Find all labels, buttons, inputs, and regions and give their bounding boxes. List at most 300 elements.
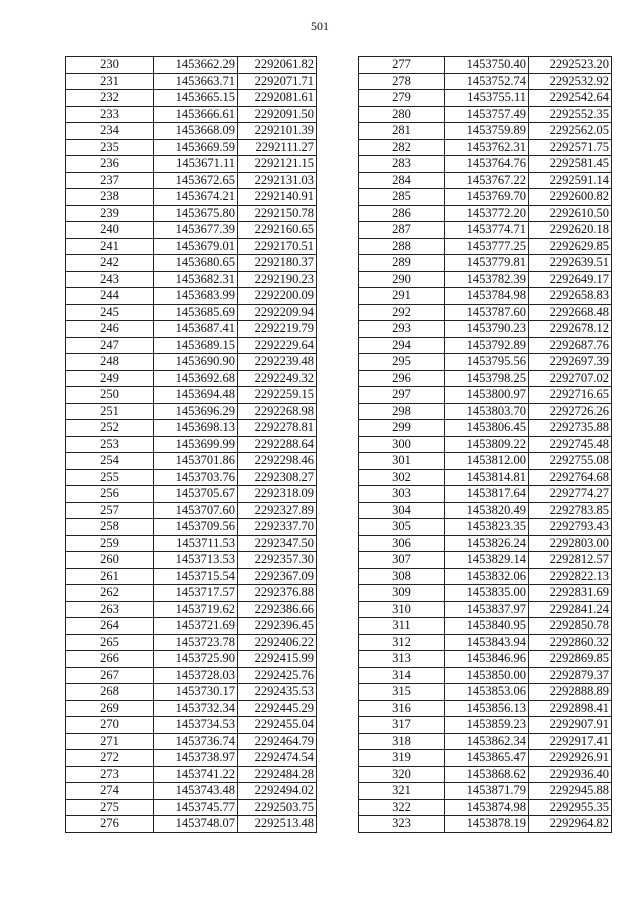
x-coordinate-cell: 1453734.53 <box>154 717 238 734</box>
table-row <box>66 387 317 404</box>
x-coordinate-cell: 1453728.03 <box>154 667 238 684</box>
table-row <box>359 238 612 255</box>
x-coordinate-cell: 1453759.89 <box>445 123 529 140</box>
x-coordinate-cell: 1453713.53 <box>154 552 238 569</box>
table-row <box>359 354 612 371</box>
table-row <box>359 750 612 767</box>
table-row <box>66 717 317 734</box>
y-coordinate-cell: 2292869.85 <box>529 651 612 668</box>
x-coordinate-cell: 1453752.74 <box>445 73 529 90</box>
table-row <box>359 304 612 321</box>
table-row <box>66 519 317 536</box>
x-coordinate-cell: 1453675.80 <box>154 205 238 222</box>
x-coordinate-cell: 1453843.94 <box>445 634 529 651</box>
y-coordinate-cell: 2292600.82 <box>529 189 612 206</box>
point-number-cell: 283 <box>359 156 445 173</box>
point-number-cell: 248 <box>66 354 154 371</box>
point-number-cell: 242 <box>66 255 154 272</box>
point-number-cell: 313 <box>359 651 445 668</box>
table-row <box>66 535 317 552</box>
y-coordinate-cell: 2292140.91 <box>238 189 317 206</box>
x-coordinate-cell: 1453665.15 <box>154 90 238 107</box>
y-coordinate-cell: 2292591.14 <box>529 172 612 189</box>
x-coordinate-cell: 1453767.22 <box>445 172 529 189</box>
table-row <box>359 271 612 288</box>
y-coordinate-cell: 2292308.27 <box>238 469 317 486</box>
table-row <box>359 733 612 750</box>
y-coordinate-cell: 2292926.91 <box>529 750 612 767</box>
y-coordinate-cell: 2292793.43 <box>529 519 612 536</box>
table-row <box>359 783 612 800</box>
point-number-cell: 241 <box>66 238 154 255</box>
y-coordinate-cell: 2292259.15 <box>238 387 317 404</box>
x-coordinate-cell: 1453687.41 <box>154 321 238 338</box>
x-coordinate-cell: 1453738.97 <box>154 750 238 767</box>
y-coordinate-cell: 2292783.85 <box>529 502 612 519</box>
y-coordinate-cell: 2292907.91 <box>529 717 612 734</box>
table-row <box>66 453 317 470</box>
x-coordinate-cell: 1453859.23 <box>445 717 529 734</box>
table-row <box>66 783 317 800</box>
x-coordinate-cell: 1453703.76 <box>154 469 238 486</box>
y-coordinate-cell: 2292945.88 <box>529 783 612 800</box>
point-number-cell: 264 <box>66 618 154 635</box>
point-number-cell: 237 <box>66 172 154 189</box>
y-coordinate-cell: 2292278.81 <box>238 420 317 437</box>
x-coordinate-cell: 1453725.90 <box>154 651 238 668</box>
table-row <box>66 354 317 371</box>
table-row <box>66 618 317 635</box>
y-coordinate-cell: 2292879.37 <box>529 667 612 684</box>
point-number-cell: 230 <box>66 57 154 74</box>
table-row <box>359 634 612 651</box>
table-row <box>66 486 317 503</box>
y-coordinate-cell: 2292831.69 <box>529 585 612 602</box>
table-row <box>66 750 317 767</box>
y-coordinate-cell: 2292484.28 <box>238 766 317 783</box>
y-coordinate-cell: 2292620.18 <box>529 222 612 239</box>
y-coordinate-cell: 2292735.88 <box>529 420 612 437</box>
x-coordinate-cell: 1453683.99 <box>154 288 238 305</box>
y-coordinate-cell: 2292658.83 <box>529 288 612 305</box>
x-coordinate-cell: 1453705.67 <box>154 486 238 503</box>
point-number-cell: 273 <box>66 766 154 783</box>
x-coordinate-cell: 1453812.00 <box>445 453 529 470</box>
x-coordinate-cell: 1453757.49 <box>445 106 529 123</box>
point-number-cell: 320 <box>359 766 445 783</box>
page-number: 501 <box>311 19 329 33</box>
x-coordinate-cell: 1453730.17 <box>154 684 238 701</box>
y-coordinate-cell: 2292170.51 <box>238 238 317 255</box>
x-coordinate-cell: 1453868.62 <box>445 766 529 783</box>
x-coordinate-cell: 1453671.11 <box>154 156 238 173</box>
point-number-cell: 312 <box>359 634 445 651</box>
point-number-cell: 297 <box>359 387 445 404</box>
point-number-cell: 288 <box>359 238 445 255</box>
y-coordinate-cell: 2292822.13 <box>529 568 612 585</box>
x-coordinate-cell: 1453668.09 <box>154 123 238 140</box>
table-row <box>66 552 317 569</box>
table-row <box>359 568 612 585</box>
x-coordinate-cell: 1453769.70 <box>445 189 529 206</box>
point-number-cell: 291 <box>359 288 445 305</box>
x-coordinate-cell: 1453745.77 <box>154 799 238 816</box>
point-number-cell: 244 <box>66 288 154 305</box>
x-coordinate-cell: 1453707.60 <box>154 502 238 519</box>
point-number-cell: 239 <box>66 205 154 222</box>
point-number-cell: 308 <box>359 568 445 585</box>
y-coordinate-cell: 2292209.94 <box>238 304 317 321</box>
y-coordinate-cell: 2292716.65 <box>529 387 612 404</box>
x-coordinate-cell: 1453800.97 <box>445 387 529 404</box>
point-number-cell: 299 <box>359 420 445 437</box>
table-row <box>359 519 612 536</box>
y-coordinate-cell: 2292649.17 <box>529 271 612 288</box>
y-coordinate-cell: 2292562.05 <box>529 123 612 140</box>
point-number-cell: 256 <box>66 486 154 503</box>
x-coordinate-cell: 1453787.60 <box>445 304 529 321</box>
x-coordinate-cell: 1453699.99 <box>154 436 238 453</box>
y-coordinate-cell: 2292629.85 <box>529 238 612 255</box>
y-coordinate-cell: 2292268.98 <box>238 403 317 420</box>
x-coordinate-cell: 1453685.69 <box>154 304 238 321</box>
table-row <box>66 684 317 701</box>
point-number-cell: 232 <box>66 90 154 107</box>
table-row <box>359 370 612 387</box>
table-row <box>66 255 317 272</box>
y-coordinate-cell: 2292239.48 <box>238 354 317 371</box>
point-number-cell: 322 <box>359 799 445 816</box>
table-row <box>66 601 317 618</box>
y-coordinate-cell: 2292200.09 <box>238 288 317 305</box>
x-coordinate-cell: 1453803.70 <box>445 403 529 420</box>
table-row <box>359 337 612 354</box>
x-coordinate-cell: 1453764.76 <box>445 156 529 173</box>
point-number-cell: 250 <box>66 387 154 404</box>
x-coordinate-cell: 1453784.98 <box>445 288 529 305</box>
point-number-cell: 282 <box>359 139 445 156</box>
y-coordinate-cell: 2292860.32 <box>529 634 612 651</box>
table-row <box>66 667 317 684</box>
point-number-cell: 310 <box>359 601 445 618</box>
table-row <box>359 766 612 783</box>
point-number-cell: 251 <box>66 403 154 420</box>
point-number-cell: 263 <box>66 601 154 618</box>
y-coordinate-cell: 2292464.79 <box>238 733 317 750</box>
point-number-cell: 252 <box>66 420 154 437</box>
y-coordinate-cell: 2292357.30 <box>238 552 317 569</box>
point-number-cell: 314 <box>359 667 445 684</box>
table-row <box>359 387 612 404</box>
x-coordinate-cell: 1453856.13 <box>445 700 529 717</box>
y-coordinate-cell: 2292726.26 <box>529 403 612 420</box>
x-coordinate-cell: 1453715.54 <box>154 568 238 585</box>
x-coordinate-cell: 1453853.06 <box>445 684 529 701</box>
point-number-cell: 319 <box>359 750 445 767</box>
point-number-cell: 276 <box>66 816 154 833</box>
table-row <box>66 502 317 519</box>
table-row <box>359 123 612 140</box>
y-coordinate-cell: 2292160.65 <box>238 222 317 239</box>
x-coordinate-cell: 1453871.79 <box>445 783 529 800</box>
x-coordinate-cell: 1453679.01 <box>154 238 238 255</box>
x-coordinate-cell: 1453666.61 <box>154 106 238 123</box>
point-number-cell: 268 <box>66 684 154 701</box>
x-coordinate-cell: 1453762.31 <box>445 139 529 156</box>
table-row <box>359 799 612 816</box>
table-row <box>359 321 612 338</box>
table-row <box>359 420 612 437</box>
y-coordinate-cell: 2292150.78 <box>238 205 317 222</box>
table-row <box>359 700 612 717</box>
point-number-cell: 234 <box>66 123 154 140</box>
x-coordinate-cell: 1453874.98 <box>445 799 529 816</box>
x-coordinate-cell: 1453748.07 <box>154 816 238 833</box>
table-row <box>359 172 612 189</box>
table-row <box>66 568 317 585</box>
point-number-cell: 233 <box>66 106 154 123</box>
table-row <box>66 799 317 816</box>
point-number-cell: 255 <box>66 469 154 486</box>
table-row <box>359 684 612 701</box>
table-row <box>66 766 317 783</box>
point-number-cell: 257 <box>66 502 154 519</box>
y-coordinate-cell: 2292219.79 <box>238 321 317 338</box>
x-coordinate-cell: 1453806.45 <box>445 420 529 437</box>
point-number-cell: 323 <box>359 816 445 833</box>
point-number-cell: 284 <box>359 172 445 189</box>
point-number-cell: 280 <box>359 106 445 123</box>
x-coordinate-cell: 1453878.19 <box>445 816 529 833</box>
x-coordinate-cell: 1453672.65 <box>154 172 238 189</box>
table-row <box>359 667 612 684</box>
x-coordinate-cell: 1453709.56 <box>154 519 238 536</box>
x-coordinate-cell: 1453850.00 <box>445 667 529 684</box>
y-coordinate-cell: 2292190.23 <box>238 271 317 288</box>
point-number-cell: 321 <box>359 783 445 800</box>
x-coordinate-cell: 1453732.34 <box>154 700 238 717</box>
coordinates-table-left <box>65 56 317 833</box>
point-number-cell: 316 <box>359 700 445 717</box>
table-row <box>359 222 612 239</box>
y-coordinate-cell: 2292850.78 <box>529 618 612 635</box>
point-number-cell: 304 <box>359 502 445 519</box>
x-coordinate-cell: 1453779.81 <box>445 255 529 272</box>
x-coordinate-cell: 1453777.25 <box>445 238 529 255</box>
y-coordinate-cell: 2292503.75 <box>238 799 317 816</box>
table-row <box>66 651 317 668</box>
x-coordinate-cell: 1453862.34 <box>445 733 529 750</box>
y-coordinate-cell: 2292229.64 <box>238 337 317 354</box>
table-row <box>359 552 612 569</box>
table-row <box>66 222 317 239</box>
y-coordinate-cell: 2292532.92 <box>529 73 612 90</box>
table-row <box>359 486 612 503</box>
y-coordinate-cell: 2292936.40 <box>529 766 612 783</box>
y-coordinate-cell: 2292513.48 <box>238 816 317 833</box>
x-coordinate-cell: 1453820.49 <box>445 502 529 519</box>
table-row <box>66 321 317 338</box>
coordinates-table-left-body <box>66 57 317 833</box>
x-coordinate-cell: 1453674.21 <box>154 189 238 206</box>
table-row <box>359 205 612 222</box>
table-row <box>66 139 317 156</box>
point-number-cell: 270 <box>66 717 154 734</box>
point-number-cell: 231 <box>66 73 154 90</box>
y-coordinate-cell: 2292745.48 <box>529 436 612 453</box>
y-coordinate-cell: 2292101.39 <box>238 123 317 140</box>
table-row <box>66 238 317 255</box>
y-coordinate-cell: 2292571.75 <box>529 139 612 156</box>
table-row <box>66 288 317 305</box>
point-number-cell: 253 <box>66 436 154 453</box>
table-row <box>359 535 612 552</box>
x-coordinate-cell: 1453690.90 <box>154 354 238 371</box>
x-coordinate-cell: 1453865.47 <box>445 750 529 767</box>
y-coordinate-cell: 2292964.82 <box>529 816 612 833</box>
x-coordinate-cell: 1453711.53 <box>154 535 238 552</box>
point-number-cell: 309 <box>359 585 445 602</box>
y-coordinate-cell: 2292955.35 <box>529 799 612 816</box>
y-coordinate-cell: 2292812.57 <box>529 552 612 569</box>
y-coordinate-cell: 2292639.51 <box>529 255 612 272</box>
point-number-cell: 317 <box>359 717 445 734</box>
table-row <box>359 90 612 107</box>
y-coordinate-cell: 2292474.54 <box>238 750 317 767</box>
y-coordinate-cell: 2292249.32 <box>238 370 317 387</box>
x-coordinate-cell: 1453696.29 <box>154 403 238 420</box>
table-row <box>66 271 317 288</box>
table-row <box>66 370 317 387</box>
y-coordinate-cell: 2292494.02 <box>238 783 317 800</box>
point-number-cell: 292 <box>359 304 445 321</box>
table-row <box>66 816 317 833</box>
x-coordinate-cell: 1453772.20 <box>445 205 529 222</box>
y-coordinate-cell: 2292061.82 <box>238 57 317 74</box>
table-row <box>66 106 317 123</box>
point-number-cell: 238 <box>66 189 154 206</box>
table-row <box>66 57 317 74</box>
y-coordinate-cell: 2292327.89 <box>238 502 317 519</box>
y-coordinate-cell: 2292803.00 <box>529 535 612 552</box>
table-row <box>359 618 612 635</box>
x-coordinate-cell: 1453689.15 <box>154 337 238 354</box>
y-coordinate-cell: 2292678.12 <box>529 321 612 338</box>
x-coordinate-cell: 1453750.40 <box>445 57 529 74</box>
x-coordinate-cell: 1453829.14 <box>445 552 529 569</box>
point-number-cell: 243 <box>66 271 154 288</box>
y-coordinate-cell: 2292386.66 <box>238 601 317 618</box>
x-coordinate-cell: 1453736.74 <box>154 733 238 750</box>
point-number-cell: 272 <box>66 750 154 767</box>
point-number-cell: 290 <box>359 271 445 288</box>
point-number-cell: 246 <box>66 321 154 338</box>
x-coordinate-cell: 1453743.48 <box>154 783 238 800</box>
x-coordinate-cell: 1453701.86 <box>154 453 238 470</box>
point-number-cell: 287 <box>359 222 445 239</box>
table-row <box>66 733 317 750</box>
x-coordinate-cell: 1453741.22 <box>154 766 238 783</box>
y-coordinate-cell: 2292552.35 <box>529 106 612 123</box>
point-number-cell: 306 <box>359 535 445 552</box>
table-row <box>359 288 612 305</box>
y-coordinate-cell: 2292455.04 <box>238 717 317 734</box>
x-coordinate-cell: 1453694.48 <box>154 387 238 404</box>
x-coordinate-cell: 1453719.62 <box>154 601 238 618</box>
y-coordinate-cell: 2292111.27 <box>238 139 317 156</box>
point-number-cell: 277 <box>359 57 445 74</box>
y-coordinate-cell: 2292764.68 <box>529 469 612 486</box>
table-row <box>359 189 612 206</box>
point-number-cell: 271 <box>66 733 154 750</box>
point-number-cell: 261 <box>66 568 154 585</box>
y-coordinate-cell: 2292581.45 <box>529 156 612 173</box>
x-coordinate-cell: 1453717.57 <box>154 585 238 602</box>
y-coordinate-cell: 2292610.50 <box>529 205 612 222</box>
x-coordinate-cell: 1453840.95 <box>445 618 529 635</box>
point-number-cell: 318 <box>359 733 445 750</box>
y-coordinate-cell: 2292367.09 <box>238 568 317 585</box>
coordinates-table-right-body <box>359 57 612 833</box>
point-number-cell: 275 <box>66 799 154 816</box>
point-number-cell: 294 <box>359 337 445 354</box>
table-row <box>359 717 612 734</box>
point-number-cell: 300 <box>359 436 445 453</box>
point-number-cell: 293 <box>359 321 445 338</box>
point-number-cell: 274 <box>66 783 154 800</box>
point-number-cell: 289 <box>359 255 445 272</box>
x-coordinate-cell: 1453692.68 <box>154 370 238 387</box>
x-coordinate-cell: 1453782.39 <box>445 271 529 288</box>
table-row <box>359 139 612 156</box>
point-number-cell: 278 <box>359 73 445 90</box>
table-row <box>66 634 317 651</box>
table-row <box>359 403 612 420</box>
table-row <box>359 651 612 668</box>
x-coordinate-cell: 1453826.24 <box>445 535 529 552</box>
table-row <box>359 601 612 618</box>
table-row <box>66 205 317 222</box>
x-coordinate-cell: 1453809.22 <box>445 436 529 453</box>
y-coordinate-cell: 2292435.53 <box>238 684 317 701</box>
y-coordinate-cell: 2292755.08 <box>529 453 612 470</box>
y-coordinate-cell: 2292445.29 <box>238 700 317 717</box>
table-row <box>359 436 612 453</box>
point-number-cell: 298 <box>359 403 445 420</box>
y-coordinate-cell: 2292288.64 <box>238 436 317 453</box>
y-coordinate-cell: 2292298.46 <box>238 453 317 470</box>
point-number-cell: 260 <box>66 552 154 569</box>
x-coordinate-cell: 1453682.31 <box>154 271 238 288</box>
table-row <box>66 403 317 420</box>
point-number-cell: 305 <box>359 519 445 536</box>
table-row <box>66 123 317 140</box>
y-coordinate-cell: 2292415.99 <box>238 651 317 668</box>
table-row <box>359 156 612 173</box>
x-coordinate-cell: 1453792.89 <box>445 337 529 354</box>
x-coordinate-cell: 1453680.65 <box>154 255 238 272</box>
x-coordinate-cell: 1453823.35 <box>445 519 529 536</box>
point-number-cell: 247 <box>66 337 154 354</box>
table-row <box>359 255 612 272</box>
point-number-cell: 249 <box>66 370 154 387</box>
table-row <box>359 57 612 74</box>
table-row <box>66 469 317 486</box>
x-coordinate-cell: 1453795.56 <box>445 354 529 371</box>
x-coordinate-cell: 1453677.39 <box>154 222 238 239</box>
y-coordinate-cell: 2292542.64 <box>529 90 612 107</box>
point-number-cell: 235 <box>66 139 154 156</box>
